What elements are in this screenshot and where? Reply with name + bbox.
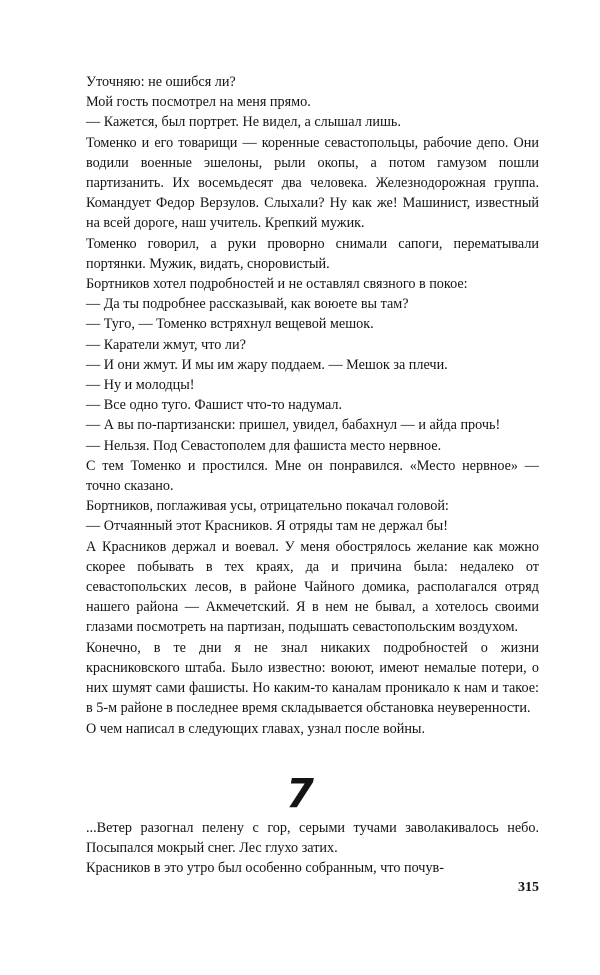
paragraph: — Все одно туго. Фашист что-то надумал. (86, 397, 343, 414)
chapter-number: 7 (286, 771, 314, 817)
paragraph: А Красников держал и воевал. У меня обострялось желание как можно скорее побывать в тех краях, да и причина была: недалеко от севастопольских лесов, в районе Чайного домика, располагался отряд нашего района — Акмечетский. Я в нем не бывал, а хотелось своими глазами посмотреть на партизан, подышать севастопольским воздухом. (86, 538, 539, 636)
paragraph: Красников в это утро был особенно собранным, что почув- (86, 860, 444, 877)
paragraph: — И они жмут. И мы им жару поддаем. — Мешок за плечи. (86, 356, 448, 373)
chapter-text (86, 818, 539, 879)
paragraph: Томенко говорил, а руки проворно снимали сапоги, перематывали портянки. Мужик, видать, сноровистый. (86, 235, 539, 272)
paragraph: — Нельзя. Под Севастополем для фашиста место нервное. (86, 437, 442, 454)
paragraph: Уточняю: не ошибся ли? (86, 74, 236, 90)
body-text (86, 72, 539, 739)
paragraph: Томенко и его товарищи — коренные севастопольцы, рабочие депо. Они водили военные эшелоны, рыли окопы, а потом гамузом пошли партизанить. Их восемьдесят два человека. Железнодорожная группа. Командует Федор Верзулов. Слыхали? Ну как же! Машинист, известный на всей дороге, наш учитель. Крепкий мужик. (86, 134, 539, 232)
page-number: 315 (518, 880, 539, 895)
paragraph: С тем Томенко и простился. Мне он понравился. «Место нервное» — точно сказано. (86, 457, 539, 495)
paragraph: О чем написал в следующих главах, узнал после войны. (86, 720, 425, 737)
paragraph: — Отчаянный этот Красников. Я отряды там не держал бы! (86, 518, 448, 535)
paragraph: — Ну и молодцы! (86, 377, 195, 394)
paragraph: Конечно, в те дни я не знал никаких подробностей о жизни красниковского штаба. Было известно: воюют, имеют немалые потери, о них шумят сами фашисты. Но каким-то каналам проникало к нам и такое: в 5-м районе в последнее время складывается обстановка неуверенности. (86, 639, 539, 717)
paragraph: ...Ветер разогнал пелену с гор, серыми тучами заволакивалось небо. Посыпался мокрый снег. Лес глухо затих. (86, 820, 539, 857)
paragraph: Бортников, поглаживая усы, отрицательно покачал головой: (86, 498, 449, 515)
paragraph: — Кажется, был портрет. Не видел, а слышал лишь. (86, 114, 401, 131)
paragraph: Мой гость посмотрел на меня прямо. (86, 94, 311, 111)
paragraph: — Да ты подробнее рассказывай, как воюете вы там? (86, 296, 409, 313)
paragraph: — Туго, — Томенко встряхнул вещевой мешок. (86, 316, 374, 333)
paragraph: — А вы по-партизански: пришел, увидел, бабахнул — и айда прочь! (86, 417, 501, 434)
paragraph: Бортников хотел подробностей и не оставлял связного в покое: (86, 276, 468, 293)
paragraph: — Каратели жмут, что ли? (86, 336, 246, 353)
